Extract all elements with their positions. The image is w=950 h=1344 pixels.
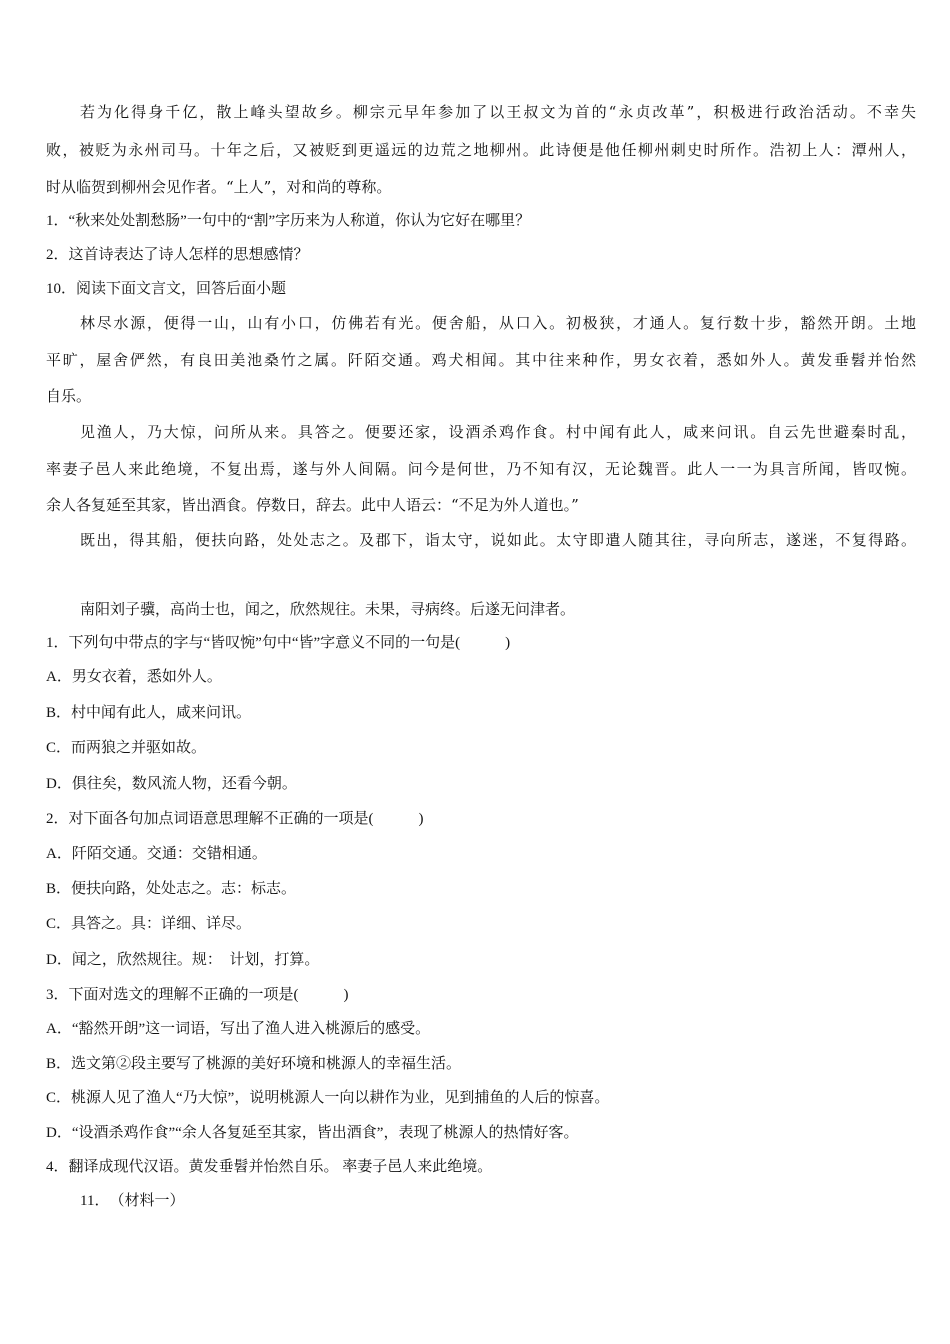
passage-line-3: 自乐。 bbox=[46, 387, 92, 405]
q10-sub2-option-c: C．具答之。具：详细、详尽。 bbox=[46, 916, 252, 932]
q10-sub1-option-d: D．俱往矣，数风流人物，还看今朝。 bbox=[46, 776, 297, 792]
passage-line-6: 余人各复延至其家，皆出酒食。停数日，辞去。此中人语云：“不足为外人道也。” bbox=[46, 496, 579, 514]
note-line-2: 败，被贬为永州司马。十年之后，又被贬到更遥远的边荒之地柳州。此诗便是他任柳州刺史时所作。浩初上人：潭州人， bbox=[46, 141, 916, 159]
q10-sub3-option-b: B．选文第②段主要写了桃源的美好环境和桃源人的幸福生活。 bbox=[46, 1056, 462, 1072]
q10-title: 10．阅读下面文言文，回答后面小题 bbox=[46, 281, 287, 297]
passage-line-7: 既出，得其船，便扶向路，处处志之。及郡下，诣太守，说如此。太守即遣人随其往，寻向所志，遂迷，不复得路。 bbox=[80, 531, 916, 549]
passage-line-2: 平旷，屋舍俨然，有良田美池桑竹之属。阡陌交通。鸡犬相闻。其中往来种作，男女衣着，悉如外人。黄发垂髫并怡然 bbox=[46, 351, 916, 369]
q10-sub2-option-d: D．闻之，欣然规往。规： 计划，打算。 bbox=[46, 952, 320, 968]
q10-sub3-stem: 3．下面对选文的理解不正确的一项是( ) bbox=[46, 987, 349, 1003]
q10-sub1-option-a: A．男女衣着，悉如外人。 bbox=[46, 669, 222, 685]
passage-line-8: 南阳刘子骥，高尚士也，闻之，欣然规往。未果，寻病终。后遂无问津者。 bbox=[80, 600, 576, 618]
q10-sub3-option-d: D．“设酒杀鸡作食”“余人各复延至其家，皆出酒食”，表现了桃源人的热情好客。 bbox=[46, 1125, 579, 1141]
passage-line-5: 率妻子邑人来此绝境，不复出焉，遂与外人间隔。问今是何世，乃不知有汉，无论魏晋。此人一一为具言所闻，皆叹惋。 bbox=[46, 460, 916, 478]
passage-line-4: 见渔人，乃大惊，问所从来。具答之。便要还家，设酒杀鸡作食。村中闻有此人，咸来问讯。自云先世避秦时乱， bbox=[80, 423, 916, 441]
q10-sub2-option-b: B．便扶向路，处处志之。志：标志。 bbox=[46, 881, 297, 897]
passage-line-1: 林尽水源，便得一山，山有小口，仿佛若有光。便舍船，从口入。初极狭，才通人。复行数十步，豁然开朗。土地 bbox=[80, 314, 916, 332]
q10-sub4: 4．翻译成现代汉语。黄发垂髫并怡然自乐。 率妻子邑人来此绝境。 bbox=[46, 1159, 493, 1175]
q10-sub2-option-a: A．阡陌交通。交通：交错相通。 bbox=[46, 846, 267, 862]
note-line-1: 若为化得身千亿，散上峰头望故乡。柳宗元早年参加了以王叔文为首的“永贞改革”，积极进行政治活动。不幸失 bbox=[80, 103, 916, 121]
q10-sub1-stem: 1．下列句中带点的字与“皆叹惋”句中“皆”字意义不同的一句是( ) bbox=[46, 635, 511, 651]
q10-sub2-stem: 2．对下面各句加点词语意思理解不正确的一项是( ) bbox=[46, 811, 424, 827]
q10-sub3-option-a: A．“豁然开朗”这一词语，写出了渔人进入桃源后的感受。 bbox=[46, 1021, 431, 1037]
q10-sub1-option-b: B．村中闻有此人，咸来问讯。 bbox=[46, 705, 252, 721]
note-line-3: 时从临贺到柳州会见作者。“上人”，对和尚的尊称。 bbox=[46, 178, 392, 196]
q10-sub3-option-c: C．桃源人见了渔人“乃大惊”，说明桃源人一向以耕作为业，见到捕鱼的人后的惊喜。 bbox=[46, 1090, 610, 1106]
q9-sub2: 2．这首诗表达了诗人怎样的思想感情？ bbox=[46, 247, 309, 263]
q11-title: 11． （材料一） bbox=[80, 1193, 185, 1209]
q10-sub1-option-c: C．而两狼之并驱如故。 bbox=[46, 740, 207, 756]
q9-sub1: 1．“秋来处处割愁肠”一句中的“割”字历来为人称道，你认为它好在哪里？ bbox=[46, 213, 531, 229]
